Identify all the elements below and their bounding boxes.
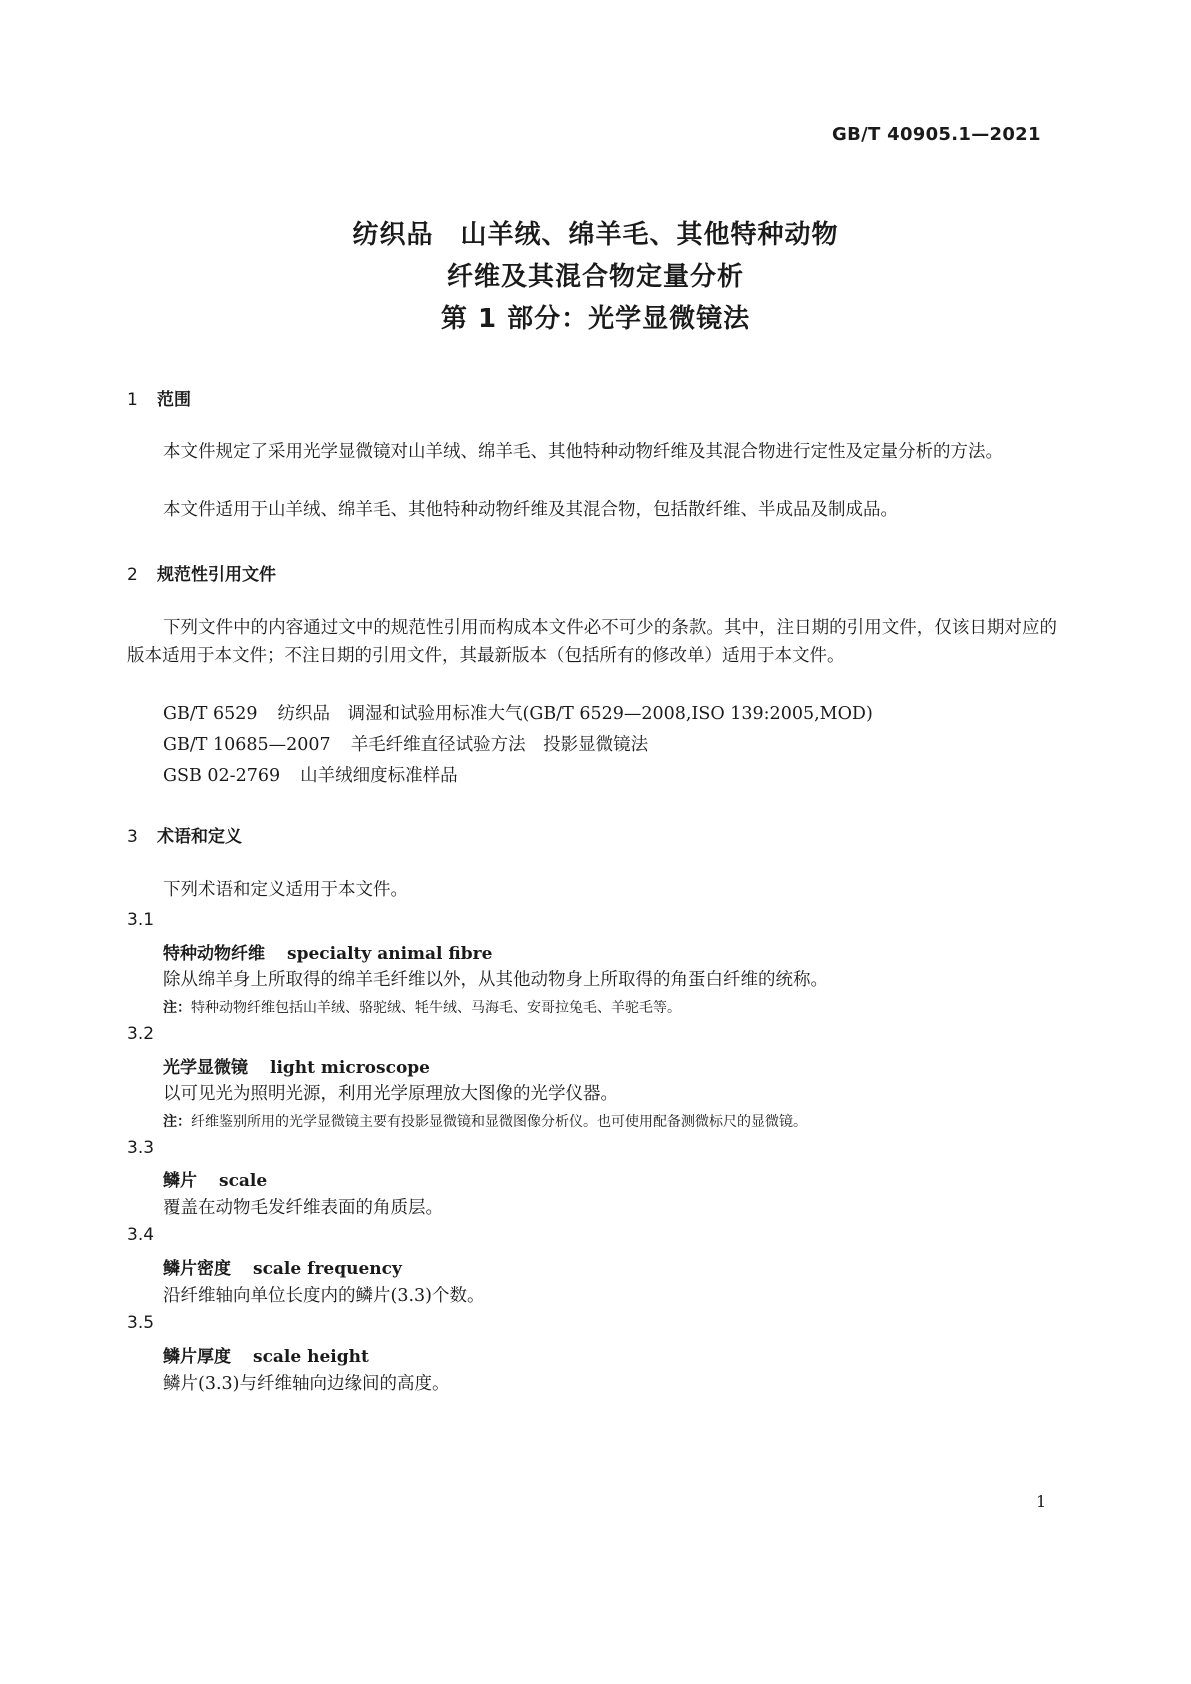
term-definition: 除从绵羊身上所取得的绵羊毛纤维以外，从其他动物身上所取得的角蛋白纤维的统称。	[163, 970, 828, 990]
page-number: 1	[1036, 1492, 1047, 1511]
section-2-title: 规范性引用文件	[157, 565, 276, 585]
term-heading	[163, 1053, 430, 1078]
term-english: specialty animal fibre	[287, 944, 493, 964]
term-chinese: 鳞片厚度	[163, 1347, 231, 1367]
term-english: scale	[219, 1171, 268, 1191]
normative-reference	[163, 762, 458, 790]
section-1-number: 1	[127, 390, 138, 410]
reference-code: GSB 02-2769	[163, 766, 281, 786]
term-number: 3.1	[127, 910, 155, 930]
term-heading	[163, 939, 492, 964]
term-chinese: 鳞片	[163, 1171, 197, 1191]
section-3-heading	[127, 822, 242, 847]
section-1-paragraph-2: 本文件适用于山羊绒、绵羊毛、其他特种动物纤维及其混合物，包括散纤维、半成品及制成品。	[163, 500, 898, 520]
section-1-heading	[127, 385, 191, 410]
section-2-number: 2	[127, 565, 138, 585]
term-english: light microscope	[270, 1058, 430, 1078]
term-chinese: 光学显微镜	[163, 1058, 248, 1078]
term-number: 3.2	[127, 1024, 155, 1044]
term-note	[163, 1111, 807, 1131]
term-heading	[163, 1254, 402, 1279]
title-line-3: 第 1 部分：光学显微镜法	[440, 304, 751, 334]
normative-reference	[163, 731, 648, 759]
term-chinese: 鳞片密度	[163, 1259, 231, 1279]
normative-reference	[163, 700, 873, 728]
term-note	[163, 997, 681, 1017]
reference-title: 山羊绒细度标准样品	[300, 766, 458, 786]
section-3-intro: 下列术语和定义适用于本文件。	[163, 880, 408, 900]
section-3-title: 术语和定义	[157, 827, 242, 847]
section-2-paragraph-1: 下列文件中的内容通过文中的规范性引用而构成本文件必不可少的条款。其中，注日期的引用文件，仅该日期对应的版本适用于本文件；不注日期的引用文件，其最新版本（包括所有的修改单）适用于本文件。	[127, 618, 1057, 666]
title-line-1: 纺织品 山羊绒、绵羊毛、其他特种动物	[352, 220, 839, 250]
term-english: scale height	[253, 1347, 369, 1367]
term-chinese: 特种动物纤维	[163, 944, 265, 964]
term-definition: 鳞片(3.3)与纤维轴向边缘间的高度。	[163, 1374, 450, 1394]
note-text: 纤维鉴别所用的光学显微镜主要有投影显微镜和显微图像分析仪。也可使用配备测微标尺的显微镜。	[191, 1114, 807, 1130]
term-number: 3.4	[127, 1225, 155, 1245]
section-1-paragraph-1: 本文件规定了采用光学显微镜对山羊绒、绵羊毛、其他特种动物纤维及其混合物进行定性及定量分析的方法。	[163, 442, 1003, 462]
term-definition: 覆盖在动物毛发纤维表面的角质层。	[163, 1198, 443, 1218]
term-english: scale frequency	[253, 1259, 402, 1279]
note-label: 注：	[163, 1114, 191, 1130]
term-number: 3.3	[127, 1138, 155, 1158]
term-number: 3.5	[127, 1313, 155, 1333]
standard-code: GB/T 40905.1—2021	[832, 124, 1041, 145]
reference-code: GB/T 10685—2007	[163, 735, 331, 755]
section-3-number: 3	[127, 827, 138, 847]
term-heading	[163, 1342, 369, 1367]
term-definition: 以可见光为照明光源，利用光学原理放大图像的光学仪器。	[163, 1084, 618, 1104]
section-2-heading	[127, 560, 276, 585]
note-text: 特种动物纤维包括山羊绒、骆驼绒、牦牛绒、马海毛、安哥拉兔毛、羊驼毛等。	[191, 1000, 681, 1016]
term-definition: 沿纤维轴向单位长度内的鳞片(3.3)个数。	[163, 1286, 485, 1306]
reference-code: GB/T 6529	[163, 704, 258, 724]
reference-title: 羊毛纤维直径试验方法 投影显微镜法	[350, 735, 649, 755]
section-1-title: 范围	[157, 390, 191, 410]
title-line-2: 纤维及其混合物定量分析	[446, 262, 744, 292]
note-label: 注：	[163, 1000, 191, 1016]
term-heading	[163, 1166, 267, 1191]
reference-title: 纺织品 调湿和试验用标准大气(GB/T 6529—2008,ISO 139:2005,MOD)	[277, 704, 873, 724]
